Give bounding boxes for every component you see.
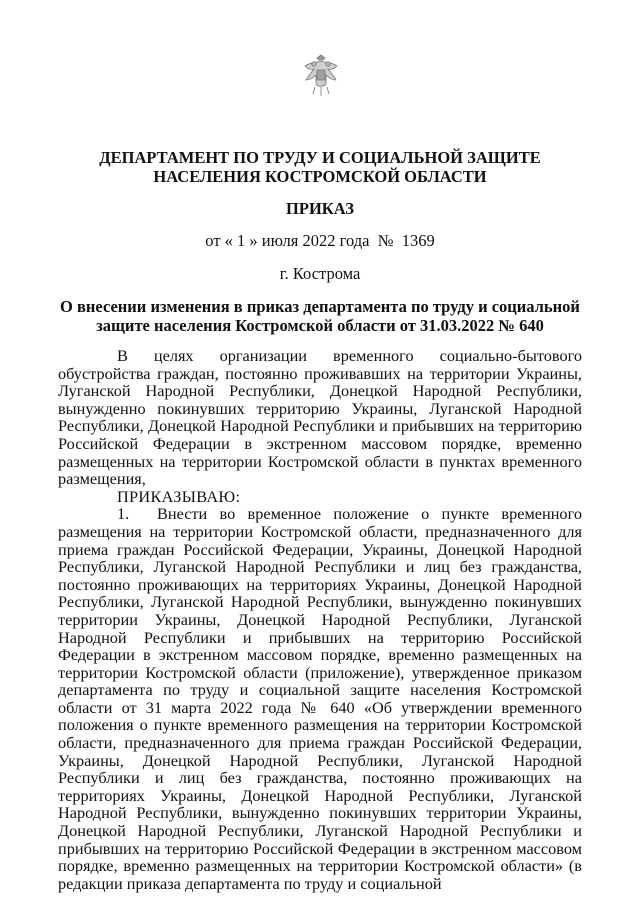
department-title-line-2: НАСЕЛЕНИЯ КОСТРОМСКОЙ ОБЛАСТИ [153,167,487,186]
coat-of-arms-icon [302,54,340,100]
order-subject-line-1: О внесении изменения в приказ департамента по труду и социальной [60,297,580,316]
item-1-paragraph [58,505,582,892]
department-title [60,148,580,186]
department-title-line-1: ДЕПАРТАМЕНТ ПО ТРУДУ И СОЦИАЛЬНОЙ ЗАЩИТЕ [99,148,541,167]
city: г. Кострома [279,264,361,283]
order-subject [58,297,582,335]
order-date-number: от « 1 » июля 2022 года № 1369 [205,231,435,250]
item-1-number: 1. [117,504,130,524]
order-word: ПРИКАЗЫВАЮ: [117,486,241,506]
preamble-paragraph: В целях организации временного социально-бытового обустройства граждан, постоянно проживавших на территории Украины, Луганской Народной Республики, Донецкой Народной Республики, вынужденно покинувших территорию Украины, Луганской Народной Республики, Донецкой Народной Республики и прибывших на территорию Российской Федерации в экстренном массовом порядке, временно размещенных на территории Костромской области в пунктах временного размещения, [58,346,582,489]
document-type: ПРИКАЗ [286,199,354,218]
order-subject-line-2: защите населения Костромской области от 31.03.2022 № 640 [96,316,544,335]
item-1-text: Внести во временное положение о пункте временного размещения на территории Костромской области, предназначенного для приема граждан Российской Федерации, Украины, Донецкой Народной Республики, Луганской Народной Республики и лиц без гражданства, постоянно проживающих на территориях Украины, Донецкой Народной Республики, Луганской Народной Республики, вынужденно покинувших территории Украины, Донецкой Народной Республики, Луганской Народной Республики и прибывших на территорию Российской Федерации в экстренном массовом порядке, временно размещенных на территории Костромской области (приложение), утвержденное приказом департамента по труду и социальной защите населения Костромской области от 31 марта 2022 года № 640 «Об утверждении временного положения о пункте временного размещения на территории Костромской области, предназначенного для приема граждан Российской Федерации, Украины, Донецкой Народной Республики, Луганской Народной Республики и лиц без гражданства, постоянно проживающих на территориях Украины, Донецкой Народной Республики, Луганской Народной Республики, вынужденно покинувших территории Украины, Донецкой Народной Республики, Луганской Народной Республики и прибывших на территорию Российской Федерации в экстренном массовом порядке, временно размещенных на территории Костромской области» (в редакции приказа департамента по труду и социальной [58,504,582,893]
document-body [58,347,582,892]
